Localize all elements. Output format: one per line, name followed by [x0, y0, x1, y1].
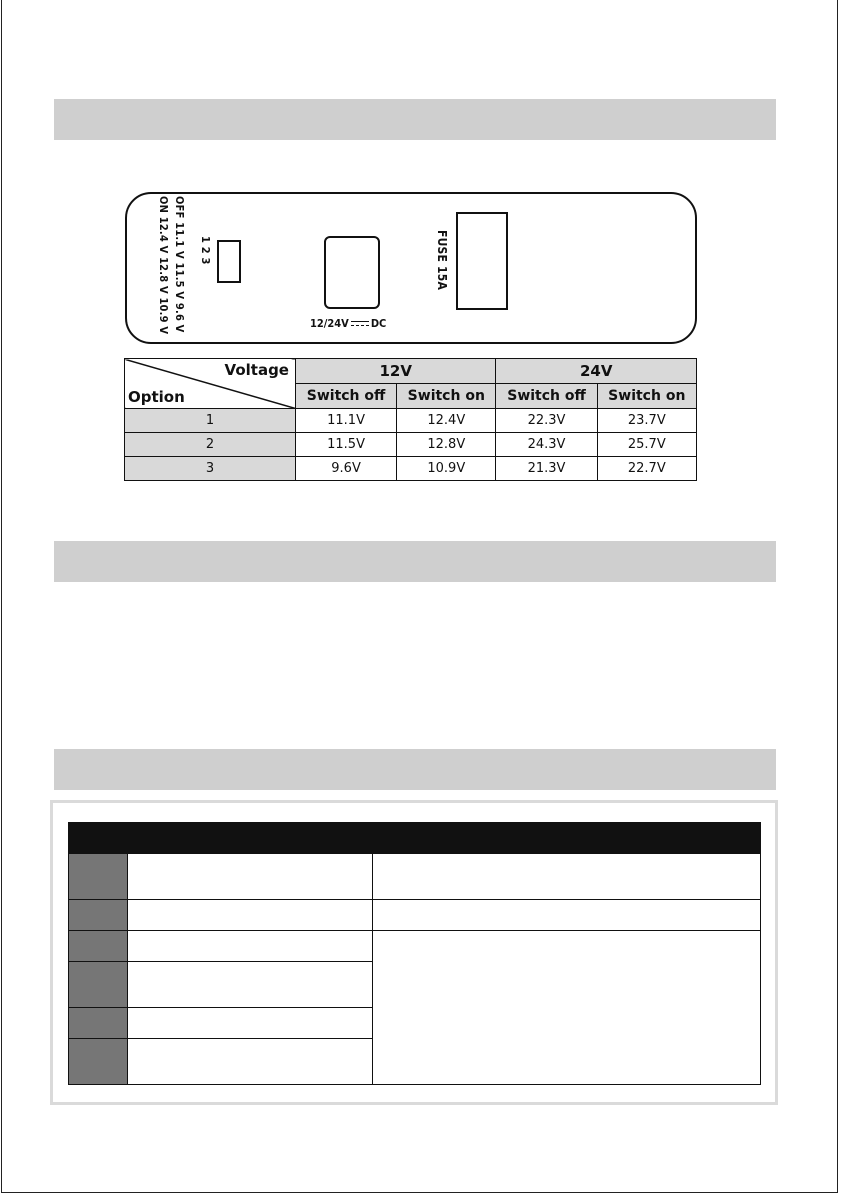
row-number-cell [69, 854, 128, 900]
desc-cell-merged [373, 931, 761, 1085]
item-cell [128, 962, 373, 1008]
dc-suffix: DC [370, 317, 387, 330]
item-cell [128, 931, 373, 962]
table-row [69, 931, 761, 962]
table-row [69, 854, 761, 900]
fuse-slot [456, 212, 508, 310]
header-cell [128, 823, 373, 854]
value-cell: 22.3V [496, 409, 597, 433]
corner-cell [125, 359, 296, 409]
item-cell [128, 1039, 373, 1085]
dip-switch-numbers: 1 2 3 [199, 236, 212, 265]
value-cell: 25.7V [597, 433, 696, 457]
subheader: Switch on [597, 384, 696, 409]
item-cell [128, 900, 373, 931]
fuse-label: FUSE 15A [435, 230, 449, 291]
row-number-cell [69, 931, 128, 962]
on-voltage-label: ON 12.4 V 12.8 V 10.9 V [157, 196, 170, 335]
control-panel-diagram [125, 192, 697, 344]
subheader: Switch off [496, 384, 597, 409]
value-cell: 11.5V [296, 433, 397, 457]
value-cell: 12.4V [397, 409, 496, 433]
option-cell: 3 [125, 457, 296, 481]
row-number-cell [69, 900, 128, 931]
section-bar-2 [54, 541, 776, 582]
voltage-table [124, 358, 697, 481]
group-12v: 12V [296, 359, 496, 384]
dc-prefix: 12/24V [310, 317, 349, 330]
corner-voltage: Voltage [224, 361, 289, 379]
value-cell: 24.3V [496, 433, 597, 457]
value-cell: 11.1V [296, 409, 397, 433]
item-cell [128, 1008, 373, 1039]
item-cell [128, 854, 373, 900]
value-cell: 21.3V [496, 457, 597, 481]
row-number-cell [69, 1008, 128, 1039]
off-voltage-label: OFF 11.1 V 11.5 V 9.6 V [173, 196, 186, 333]
corner-option: Option [128, 388, 185, 406]
value-cell: 22.7V [597, 457, 696, 481]
header-row [69, 823, 761, 854]
table-row [125, 433, 697, 457]
table-row [125, 409, 697, 433]
table-row [69, 900, 761, 931]
section-bar-3 [54, 749, 776, 790]
dc-socket [324, 236, 380, 309]
value-cell: 12.8V [397, 433, 496, 457]
desc-cell [373, 900, 761, 931]
dc-label [310, 317, 386, 330]
row-number-cell [69, 962, 128, 1008]
desc-cell [373, 854, 761, 900]
spec-table [68, 822, 761, 1085]
section-bar-1 [54, 99, 776, 140]
option-cell: 1 [125, 409, 296, 433]
header-cell [69, 823, 128, 854]
table-row [125, 457, 697, 481]
value-cell: 23.7V [597, 409, 696, 433]
value-cell: 10.9V [397, 457, 496, 481]
group-24v: 24V [496, 359, 697, 384]
dc-symbol-icon [351, 321, 369, 328]
value-cell: 9.6V [296, 457, 397, 481]
subheader: Switch on [397, 384, 496, 409]
row-number-cell [69, 1039, 128, 1085]
header-cell [373, 823, 761, 854]
option-cell: 2 [125, 433, 296, 457]
subheader: Switch off [296, 384, 397, 409]
dip-switch [217, 240, 241, 283]
